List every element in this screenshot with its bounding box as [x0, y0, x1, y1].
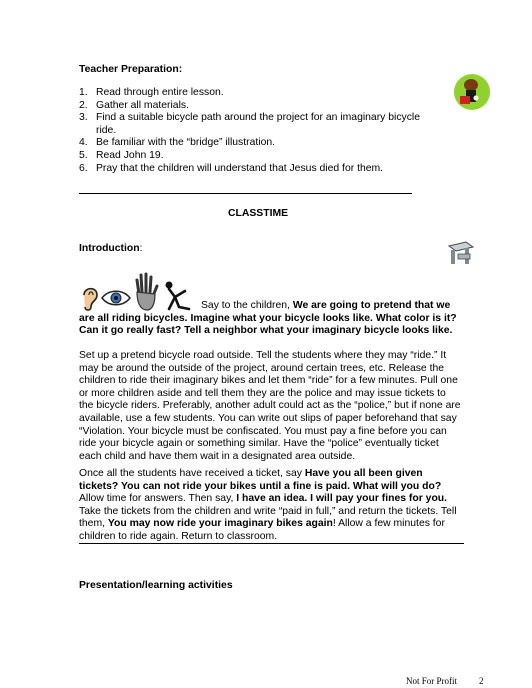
classtime-heading: CLASSTIME	[228, 208, 289, 219]
prep-step-number: 4.	[79, 137, 88, 149]
prep-step-text: Read through entire lesson.	[96, 87, 224, 98]
desk-icon	[446, 238, 476, 268]
instruction-text: Allow time for answers. Then say,	[79, 493, 237, 505]
instruction-text: Once all the students have received a ticket, say	[79, 468, 305, 479]
spoken-text: You may now ride your imaginary bikes again	[107, 518, 333, 530]
introduction-heading	[79, 243, 143, 256]
prep-step	[79, 150, 429, 163]
prep-step-text: Pray that the children will understand that Jesus died for them.	[96, 162, 384, 174]
introduction-paragraph-1	[79, 300, 463, 338]
prep-step-number: 3.	[79, 112, 88, 124]
prep-step	[79, 137, 429, 150]
footer-label: Not For Profit	[406, 676, 458, 686]
introduction-paragraph-2	[79, 350, 463, 463]
prep-step	[79, 163, 429, 176]
teacher-prep-heading: Teacher Preparation:	[79, 64, 183, 75]
page-number: 2	[479, 676, 484, 686]
spoken-text: Have you all been given tickets? You can not ride your bikes until a fine is paid. What will you do?	[79, 468, 442, 492]
presentation-heading: Presentation/learning activities	[79, 580, 233, 591]
instruction-text: Take the tickets from the children and write “paid in full,” and return the tickets. Tell them,	[79, 505, 457, 530]
prep-step	[79, 87, 429, 100]
prep-step-number: 2.	[79, 99, 88, 111]
instruction-text: ! Allow a few minutes for children to ride again. Return to classroom.	[79, 518, 445, 542]
introduction-heading-label: Introduction	[79, 243, 140, 254]
prep-step-number: 1.	[79, 87, 88, 98]
prep-step-text: Gather all materials.	[96, 99, 189, 111]
prep-step	[79, 112, 429, 137]
divider-bottom	[79, 543, 464, 544]
teacher-prep-steps	[79, 87, 429, 175]
introduction-paragraph-3	[79, 468, 463, 544]
instruction-text: Say to the children,	[201, 300, 293, 311]
instruction-text: Set up a pretend bicycle road outside. Tell the students where they may “ride.” It may be around the outside of the project, around certain trees, etc. Release the children to ride their imaginary bikes and let them “ride” for a few minutes. Pull one or more children aside and tell them they are the police and may issue tickets to the bicycle riders. Preferably, another adult could act as the “police,” but if none are available, use a few students. You can write out slips of paper beforehand that say “Violation. Your bicycle must be confiscated. You must pay a fine before you can ride your bicycle again or something similar. Have the “police” eventually ticket each child and have them wait in a designated area outside.	[79, 350, 461, 462]
spoken-text: I have an idea. I will pay your fines for you.	[236, 493, 448, 505]
teacher-icon	[448, 70, 492, 114]
divider-top	[79, 193, 412, 194]
introduction-heading-colon: :	[139, 243, 143, 254]
prep-step-text: Read John 19.	[96, 149, 164, 161]
spoken-text: We are going to pretend that we are all riding bicycles. Imagine what your bicycle looks like. What color is it? Can it go really fast? Tell a neighbor what your imaginary bicycle looks like.	[79, 300, 457, 337]
prep-step-number: 6.	[79, 162, 88, 174]
prep-step-number: 5.	[79, 149, 88, 161]
prep-step-text: Find a suitable bicycle path around the project for an imaginary bicycle ride.	[96, 112, 421, 136]
prep-step-text: Be familiar with the “bridge” illustration.	[96, 137, 276, 149]
prep-step	[79, 100, 429, 113]
